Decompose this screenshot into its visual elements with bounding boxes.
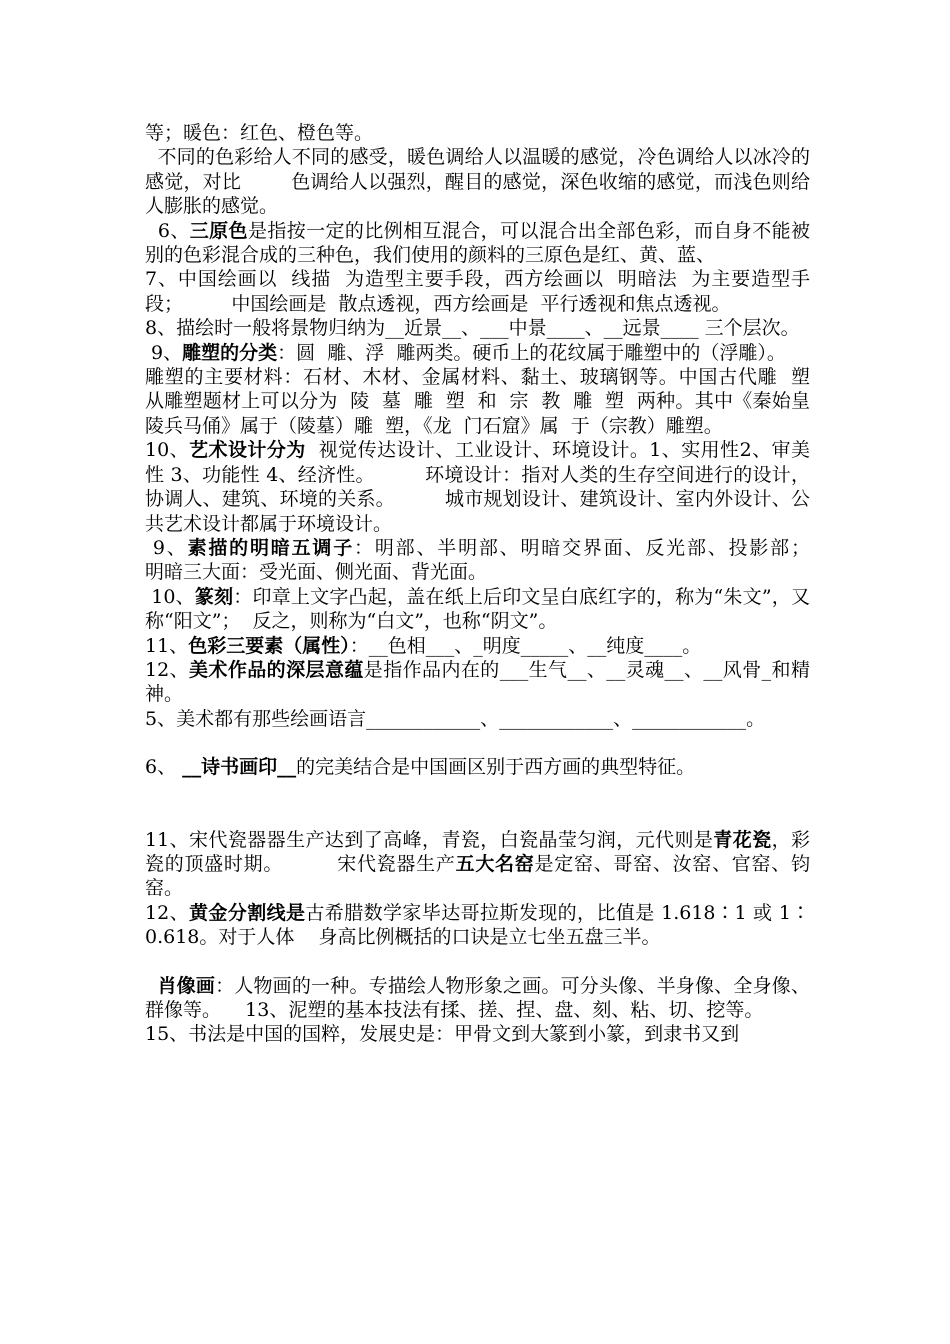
text-run: 古希腊数学家毕达哥拉斯发现的，比值是 1.618∶1 或 1∶0.618。对于人体 身高比例概括的口诀是立七坐五盘三半。 — [145, 901, 810, 949]
text-run: 是指按一定的比例相互混合，可以混合出全部色彩，而自身不能被别的色彩混合成的三种色，我们使用的颜料的三原色是红、黄、蓝、 — [145, 219, 810, 267]
text-run: 12、 — [145, 658, 190, 681]
text-run: 7、中国绘画以 线描 为造型主要手段，西方绘画以 明暗法 为主要造型手段； 中国绘画是 散点透视，西方绘画是 平行透视和焦点透视。 — [145, 268, 810, 315]
document-paragraph — [145, 219, 810, 268]
text-run — [145, 975, 157, 997]
text-run: 9、 — [145, 341, 183, 364]
text-run: ：圆 雕、浮 雕两类。硬币上的花纹属于雕塑中的（浮雕）。 — [277, 341, 786, 364]
paragraph-spacer — [145, 731, 810, 755]
bold-term: 五大名窑 — [455, 852, 535, 875]
text-run: 8、描绘时一般将景物归纳为__近景__、___中景____、__远景____ 三个层次。 — [145, 317, 800, 340]
text-run: 6、 — [145, 219, 190, 242]
bold-term: 艺术设计分为 — [189, 439, 306, 462]
text-run: 不同的色彩给人不同的感受，暖色调给人以温暖的感觉，冷色调给人以冰冷的感觉，对比 色调给人以强烈，醒目的感觉，深色收缩的感觉，而浅色则给人膨胀的感觉。 — [145, 146, 810, 218]
bold-term: 黄金分割线是 — [188, 901, 306, 924]
text-run: 15、书法是中国的国粹，发展史是：甲骨文到大篆到小篆，到隶书又到 — [145, 1023, 740, 1046]
bold-term: 美术作品的深层意蕴 — [189, 658, 364, 681]
text-run: 是定窑、哥窑、汝窑、官窑、钧窑。 — [145, 852, 810, 900]
text-run: 5、美术都有那些绘画语言____________、____________、____________。 — [145, 707, 766, 730]
paragraph-spacer — [145, 780, 810, 828]
text-run: 12、 — [145, 901, 189, 924]
bold-term: 篆刻 — [194, 585, 234, 608]
document-paragraph — [145, 585, 810, 634]
text-run: 10、 — [145, 439, 190, 462]
document-paragraph — [145, 755, 810, 779]
document-paragraph — [145, 828, 810, 901]
text-run: 是指作品内在的___生气__、__灵魂__、__风骨_和精神。 — [145, 658, 810, 706]
document-paragraph — [145, 536, 859, 585]
document-body-text — [145, 121, 859, 1047]
text-run: ：印章上文字凸起，盖在纸上后印文呈白底红字的，称为“朱文”，又称“阳文”； 反之，则称为“白文”，也称“阴文”。 — [145, 585, 810, 633]
text-run: 雕塑的主要材料：石材、木材、金属材料、黏土、玻璃钢等。中国古代雕 塑 从雕塑题材上可以分为 陵 墓 雕 塑 和 宗 教 雕 塑 两种。其中《秦始皇陵兵马俑》属于（陵墓）雕 塑，《龙 门石窟》属 于（宗教）雕塑。 — [145, 366, 823, 437]
text-run: 10、 — [145, 585, 195, 608]
document-paragraph — [145, 707, 810, 731]
bold-term: 雕塑的分类 — [182, 341, 278, 364]
document-paragraph — [145, 974, 810, 1023]
bold-term: __诗书画印__ — [182, 756, 297, 779]
text-run: 11、 — [145, 634, 189, 657]
text-run: ，彩瓷的顶盛时期。 宋代瓷器生产 — [145, 828, 810, 875]
bold-term: 青花瓷 — [713, 828, 772, 851]
document-paragraph — [145, 267, 810, 316]
document-paragraph — [145, 438, 810, 536]
text-run: 6、 — [145, 756, 183, 779]
bold-term: 色彩三要素（属性） — [188, 634, 350, 657]
document-paragraph — [145, 634, 810, 658]
bold-term: 肖像画 — [157, 974, 216, 997]
text-run: 等；暖色：红色、橙色等。 — [145, 122, 374, 144]
document-paragraph — [145, 901, 810, 950]
document-paragraph — [145, 365, 823, 438]
text-run: 9、 — [145, 536, 188, 559]
text-run: ：__色相___、_明度_____、__纯度____。 — [349, 634, 702, 657]
text-run: ：明部、半明部、明暗交界面、反光部、投影部； 明暗三大面：受光面、侧光面、背光面。 — [145, 536, 859, 584]
bold-term: 三原色 — [189, 219, 248, 242]
document-paragraph — [145, 658, 810, 707]
document-paragraph — [145, 316, 810, 340]
text-run: 视觉传达设计、工业设计、环境设计。1、实用性2、审美性 3、功能性 4、经济性。 环境设计：指对人类的生存空间进行的设计，协调人、建筑、环境的关系。 城市规划设计、建筑设计、室内外设计、公共艺术设计都属于环境设计。 — [145, 439, 810, 535]
document-paragraph — [145, 341, 810, 365]
text-run: ：人物画的一种。专描绘人物形象之画。可分头像、半身像、全身像、群像等。 13、泥塑的基本技法有揉、搓、捏、盘、刻、粘、切、挖等。 — [145, 974, 810, 1021]
document-paragraph — [145, 145, 810, 218]
document-paragraph — [145, 121, 810, 145]
text-run: 的完美结合是中国画区别于西方画的典型特征。 — [296, 756, 696, 779]
bold-term: 素描的明暗五调子 — [187, 536, 355, 559]
document-paragraph — [145, 1022, 810, 1046]
text-run: 11、宋代瓷器器生产达到了高峰，青瓷，白瓷晶莹匀润，元代则是 — [145, 828, 714, 851]
paragraph-spacer — [145, 950, 810, 974]
